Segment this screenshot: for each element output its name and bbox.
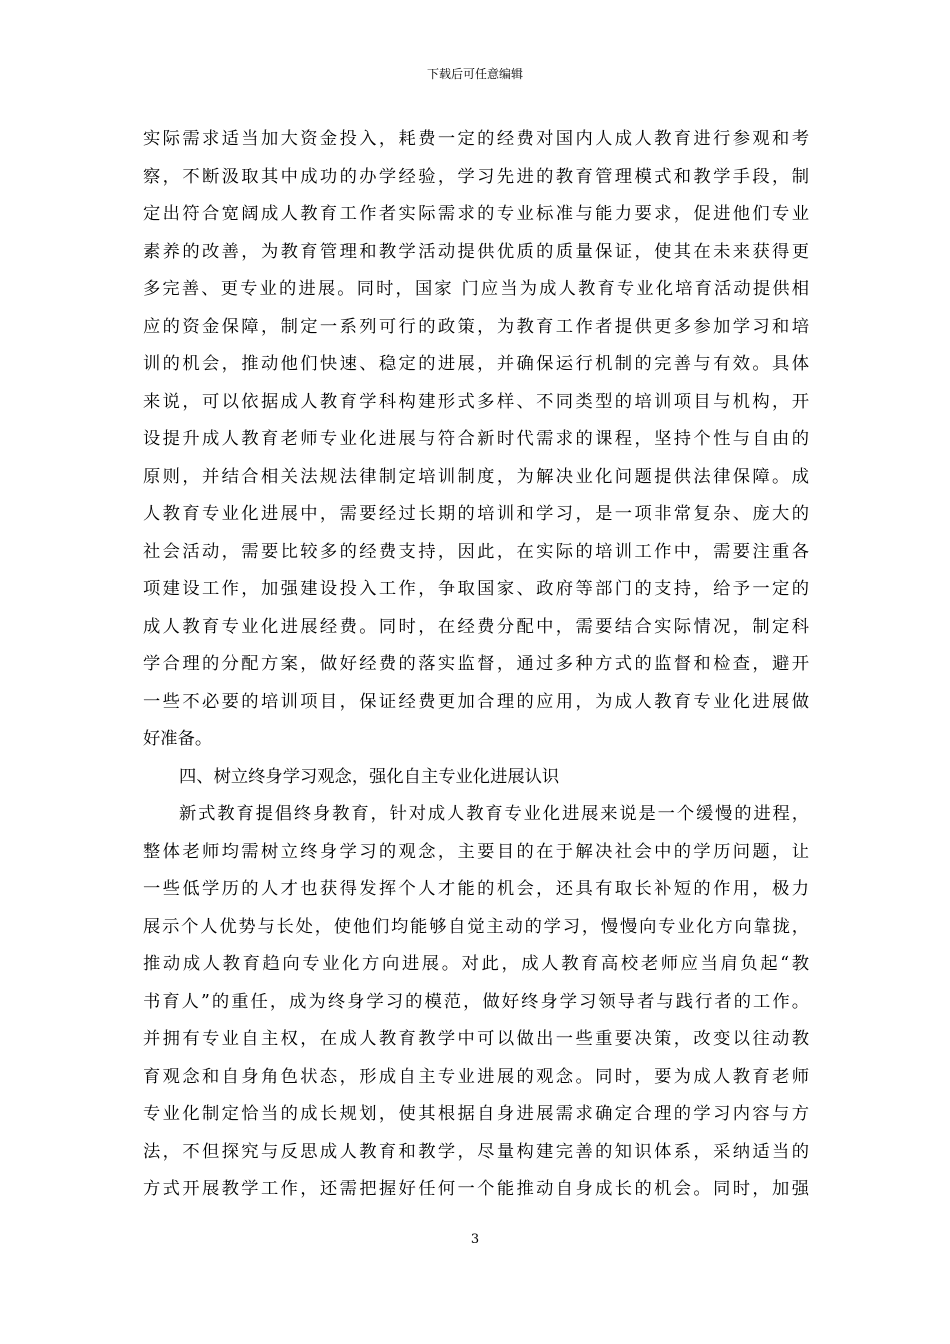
section-heading	[143, 759, 809, 797]
text-line: 新式教育提倡终身教育，针对成人教育专业化进展来说是一个缓慢的进程，	[179, 804, 809, 824]
text-line: 社会活动，需要比较多的经费支持，因此，在实际的培训工作中，需要注重各	[143, 541, 809, 562]
text-line: 成人教育专业化进展经费。同时，在经费分配中，需要结合实际情况，制定科	[143, 616, 809, 637]
text-line: 书育人”的重任，成为终身学习的模范，做好终身学习领导者与践行者的工作。	[143, 991, 809, 1012]
text-line: 多完善、更专业的进展。同时，国家 门应当为成人教育专业化培育活动提供相	[143, 279, 809, 299]
page-number: 3	[470, 1232, 480, 1247]
text-line: 方式开展教学工作，还需把握好任何一个能推动自身成长的机会。同时，加强	[143, 1179, 809, 1199]
text-line: 育观念和自身角色状态，形成自主专业进展的观念。同时，要为成人教育老师	[143, 1066, 809, 1087]
text-line: 训的机会，推动他们快速、稳定的进展，并确保运行机制的完善与有效。具体	[143, 354, 809, 374]
paragraph	[143, 121, 809, 759]
text-line: 推动成人教育趋向专业化方向进展。对此，成人教育高校老师应当肩负起“教	[143, 954, 809, 974]
text-line: 项建设工作，加强建设投入工作，争取国家、政府等部门的支持，给予一定的	[143, 579, 809, 599]
text-line: 法，不但探究与反思成人教育和教学，尽量构建完善的知识体系，采纳适当的	[143, 1141, 809, 1162]
paragraph	[143, 796, 809, 1209]
text-line: 实际需求适当加大资金投入，耗费一定的经费对国内人成人教育进行参观和考	[143, 129, 809, 149]
text-line: 人教育专业化进展中，需要经过长期的培训和学习，是一项非常复杂、庞大的	[143, 504, 809, 524]
text-line: 并拥有专业自主权，在成人教育教学中可以做出一些重要决策，改变以往动教	[143, 1029, 809, 1049]
text-line: 一些低学历的人才也获得发挥个人才能的机会，还具有取长补短的作用，极力	[143, 879, 809, 899]
text-line: 好准备。	[143, 729, 213, 749]
page-header: 下载后可任意编辑	[426, 67, 523, 81]
text-line: 来说，可以依据成人教育学科构建形式多样、不同类型的培训项目与机构，开	[143, 391, 809, 412]
text-line: 四、树立终身学习观念，强化自主专业化进展认识	[179, 766, 560, 787]
text-line: 定出符合宽阔成人教育工作者实际需求的专业标准与能力要求，促进他们专业	[143, 204, 809, 224]
document-body	[143, 121, 809, 1209]
text-line: 专业化制定恰当的成长规划，使其根据自身进展需求确定合理的学习内容与方	[143, 1104, 809, 1124]
text-line: 应的资金保障，制定一系列可行的政策，为教育工作者提供更多参加学习和培	[143, 316, 809, 337]
text-line: 整体老师均需树立终身学习的观念，主要目的在于解决社会中的学历问题，让	[143, 841, 809, 862]
text-line: 素养的改善，为教育管理和教学活动提供优质的质量保证，使其在未来获得更	[143, 241, 809, 262]
text-line: 学合理的分配方案，做好经费的落实监督，通过多种方式的监督和检查，避开	[143, 654, 809, 674]
text-line: 设提升成人教育老师专业化进展与符合新时代需求的课程，坚持个性与自由的	[143, 429, 809, 449]
text-line: 原则，并结合相关法规法律制定培训制度，为解决业化问题提供法律保障。成	[143, 466, 809, 487]
text-line: 一些不必要的培训项目，保证经费更加合理的应用，为成人教育专业化进展做	[143, 691, 809, 712]
text-line: 展示个人优势与长处，使他们均能够自觉主动的学习，慢慢向专业化方向靠拢，	[143, 916, 809, 937]
text-line: 察，不断汲取其中成功的办学经验，学习先进的教育管理模式和教学手段，制	[143, 166, 809, 187]
